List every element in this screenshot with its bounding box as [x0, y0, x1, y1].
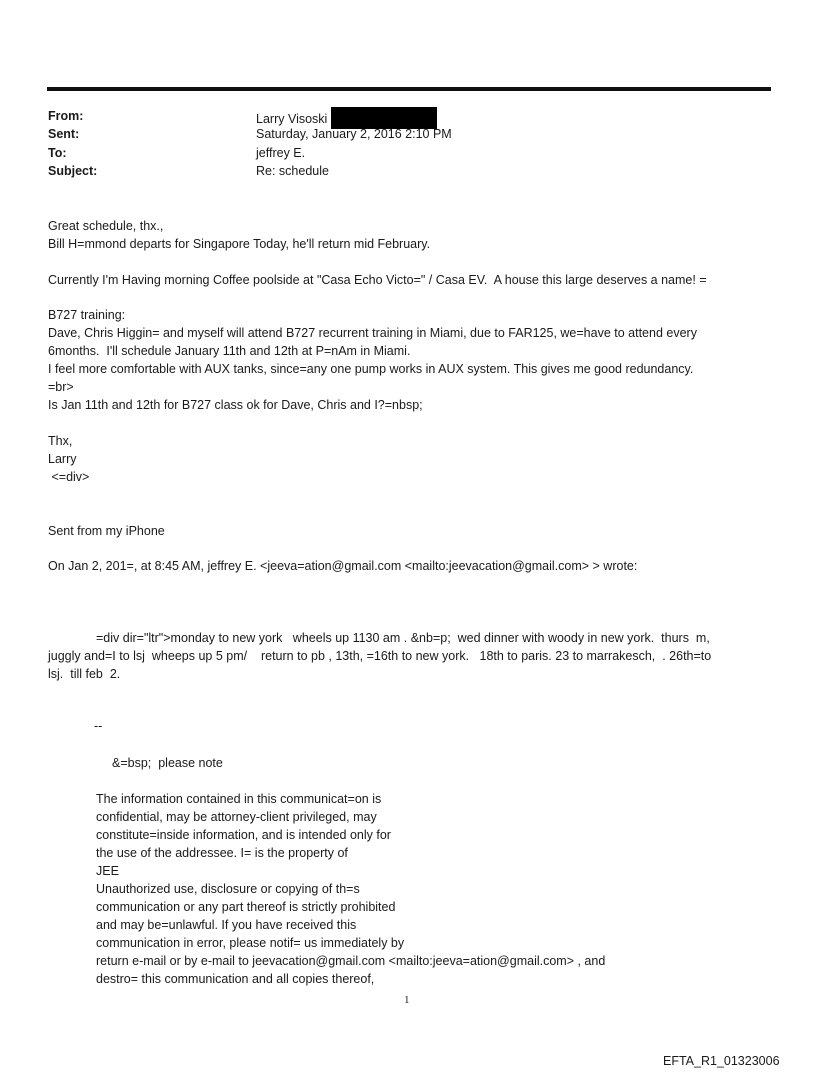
disclaimer-line: the use of the addressee. I= is the property of — [96, 846, 348, 860]
body-line: Is Jan 11th and 12th for B727 class ok for Dave, Chris and I?=nbsp; — [48, 398, 423, 412]
body-line: Great schedule, thx., — [48, 219, 164, 233]
page-number: 1 — [404, 994, 410, 1006]
quoted-line: juggly and=I to lsj wheeps up 5 pm/ return to pb , 13th, =16th to new york. 18th to paris. 23 to marrakesch, . 26th=to — [48, 649, 712, 663]
quote-intro: On Jan 2, 201=, at 8:45 AM, jeffrey E. <jeeva=ation@gmail.com <mailto:jeevacation@gmail.com> > wrote: — [48, 559, 638, 573]
body-line: Dave, Chris Higgin= and myself will attend B727 recurrent training in Miami, due to FAR125, we=have to attend every — [48, 326, 697, 340]
disclaimer-line: constitute=inside information, and is intended only for — [96, 828, 391, 842]
body-line: 6months. I'll schedule January 11th and 12th at P=nAm in Miami. — [48, 344, 411, 358]
signature-line: Larry — [48, 452, 77, 466]
disclaimer-line: and may be=unlawful. If you have received this — [96, 918, 357, 932]
quoted-line: =div dir="ltr">monday to new york wheels up 1130 am . &nb=p; wed dinner with woody in new york. thurs m, — [96, 631, 710, 645]
signature-line: Thx, — [48, 434, 73, 448]
sent-from-line: Sent from my iPhone — [48, 524, 165, 538]
header-rule — [47, 87, 771, 91]
to-label: To: — [48, 146, 67, 160]
quoted-line: lsj. till feb 2. — [48, 667, 121, 681]
sent-label: Sent: — [48, 127, 80, 141]
body-line: Currently I'm Having morning Coffee poolside at "Casa Echo Victo=" / Casa EV. A house this large deserves a name! = — [48, 273, 707, 287]
signature-line: <=div> — [48, 470, 90, 484]
disclaimer-line: communication or any part thereof is strictly prohibited — [96, 900, 396, 914]
document-id: EFTA_R1_01323006 — [663, 1054, 780, 1068]
disclaimer-line: Unauthorized use, disclosure or copying of th=s — [96, 882, 360, 896]
from-name: Larry Visoski — [256, 112, 328, 126]
to-value: jeffrey E. — [256, 146, 306, 160]
disclaimer-line: destro= this communication and all copies thereof, — [96, 972, 375, 986]
from-label: From: — [48, 109, 84, 123]
sent-value: Saturday, January 2, 2016 2:10 PM — [256, 127, 452, 141]
subject-value: Re: schedule — [256, 164, 329, 178]
body-line: B727 training: — [48, 308, 126, 322]
disclaimer-line: communication in error, please notif= us immediately by — [96, 936, 405, 950]
disclaimer-line: JEE — [96, 864, 119, 878]
body-line: Bill H=mmond departs for Singapore Today, he'll return mid February. — [48, 237, 431, 251]
disclaimer-line: return e-mail or by e-mail to jeevacation@gmail.com <mailto:jeeva=ation@gmail.com> , and — [96, 954, 606, 968]
please-note: &=bsp; please note — [112, 756, 223, 770]
body-line: =br> — [48, 380, 74, 394]
disclaimer-line: The information contained in this communicat=on is — [96, 792, 382, 806]
subject-label: Subject: — [48, 164, 98, 178]
disclaimer-line: confidential, may be attorney-client privileged, may — [96, 810, 377, 824]
separator-dashes: -- — [94, 719, 103, 733]
body-line: I feel more comfortable with AUX tanks, since=any one pump works in AUX system. This gives me good redundancy. — [48, 362, 694, 376]
